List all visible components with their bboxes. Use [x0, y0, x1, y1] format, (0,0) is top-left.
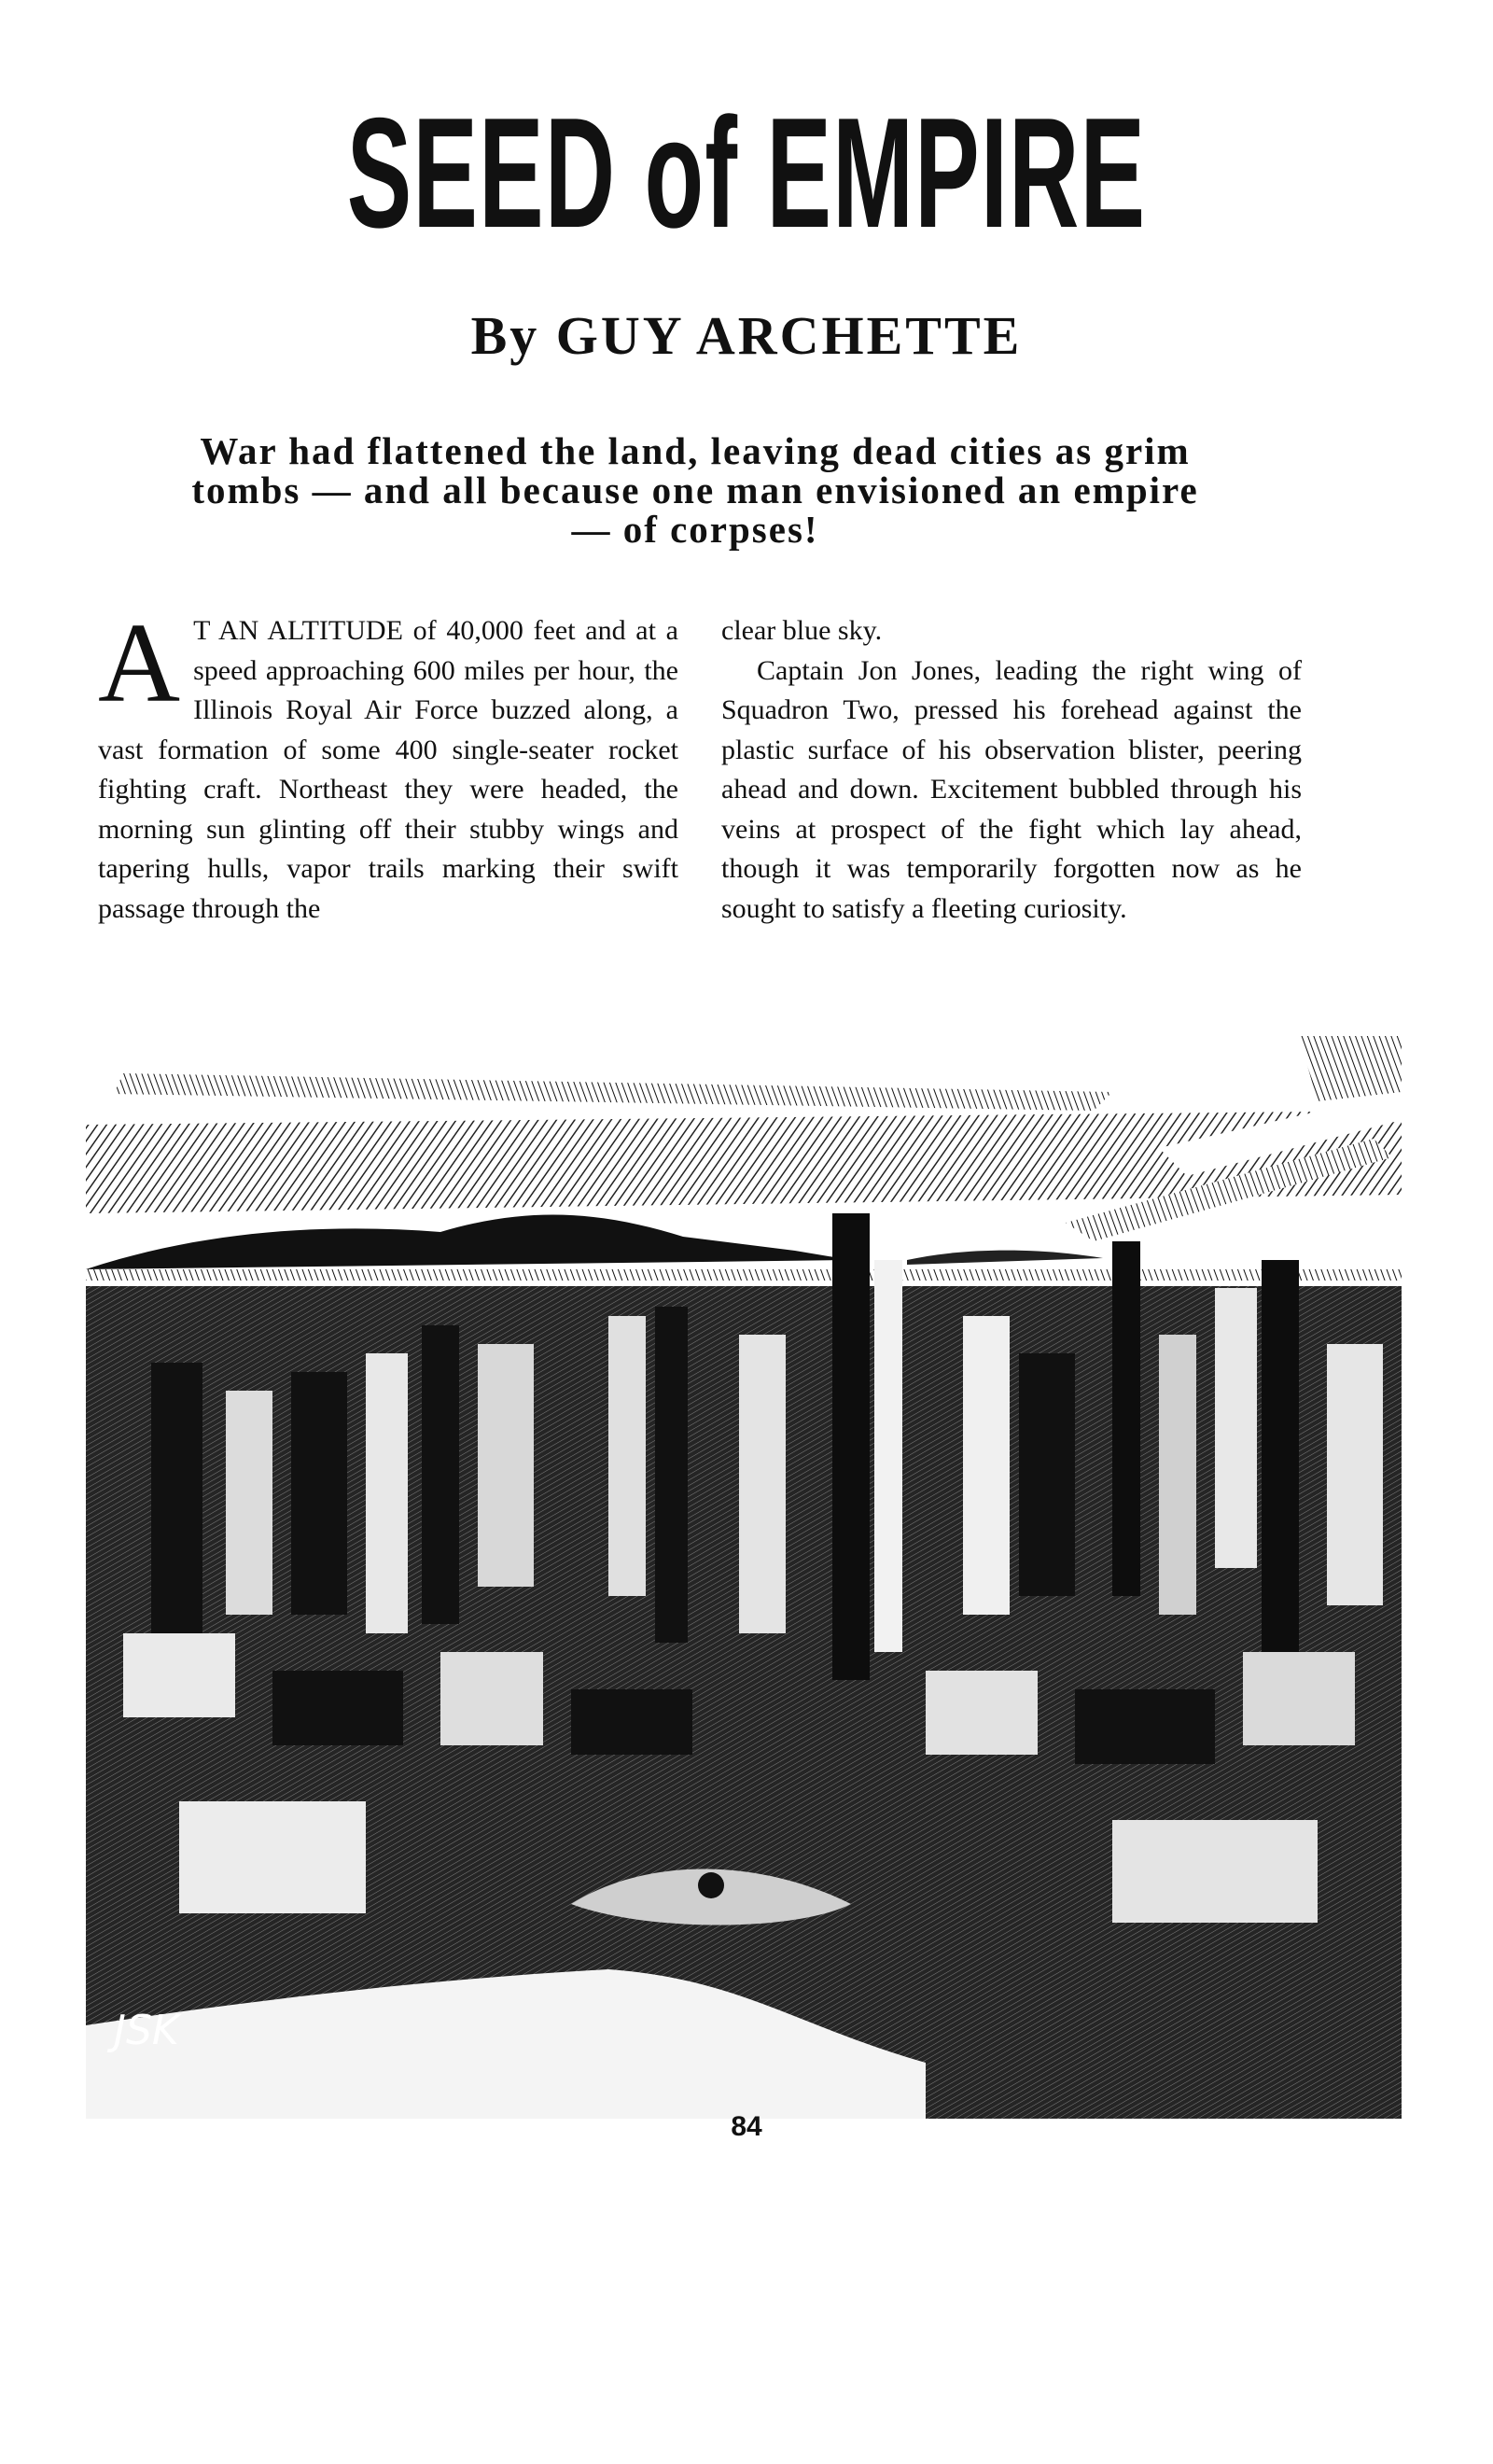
sky-hatching [86, 1036, 1402, 1241]
article-byline: By GUY ARCHETTE [470, 305, 1023, 366]
paragraph-1-text: T AN ALTITUDE of 40,000 feet and at a speed approaching 600 miles per hour, the Illinois Royal Air Force buzzed along, a vast formation of some 400 single-seater rocket fighting craft. Northeast they were headed, the morning sun glinting off their stubby wings and tapering hulls, vapor trails marking their swift passage through the [98, 615, 678, 924]
article-blurb: War had flattened the land, leaving dead cities as grim tombs — and all because one man envisioned an empire — of corpses! [191, 429, 1199, 551]
paragraph-1-part-1 [98, 600, 678, 929]
distant-hills [86, 1214, 1402, 1281]
text-column-left [98, 600, 678, 929]
paragraph-1-part-2 [721, 611, 1302, 651]
article-title: SEED of EMPIRE [346, 85, 1147, 260]
text-column-right [721, 611, 1302, 929]
page-number: 84 [731, 2111, 762, 2142]
drop-cap: A [98, 600, 181, 726]
paragraph-1-continued: clear blue sky. [721, 615, 883, 646]
city-skyline-illustration [86, 1036, 1402, 2464]
paragraph-2: Captain Jon Jones, leading the right wing of Squadron Two, pressed his forehead against the plastic surface of his observation blister, peering ahead and down. Excitement bubbled through his veins at prospect of the fight which lay ahead, though it was temporarily forgotten now as he sought to satisfy a fleeting curiosity. [721, 654, 1302, 924]
artist-signature: JSK [114, 2007, 179, 2054]
city-buildings [86, 1213, 1402, 2119]
